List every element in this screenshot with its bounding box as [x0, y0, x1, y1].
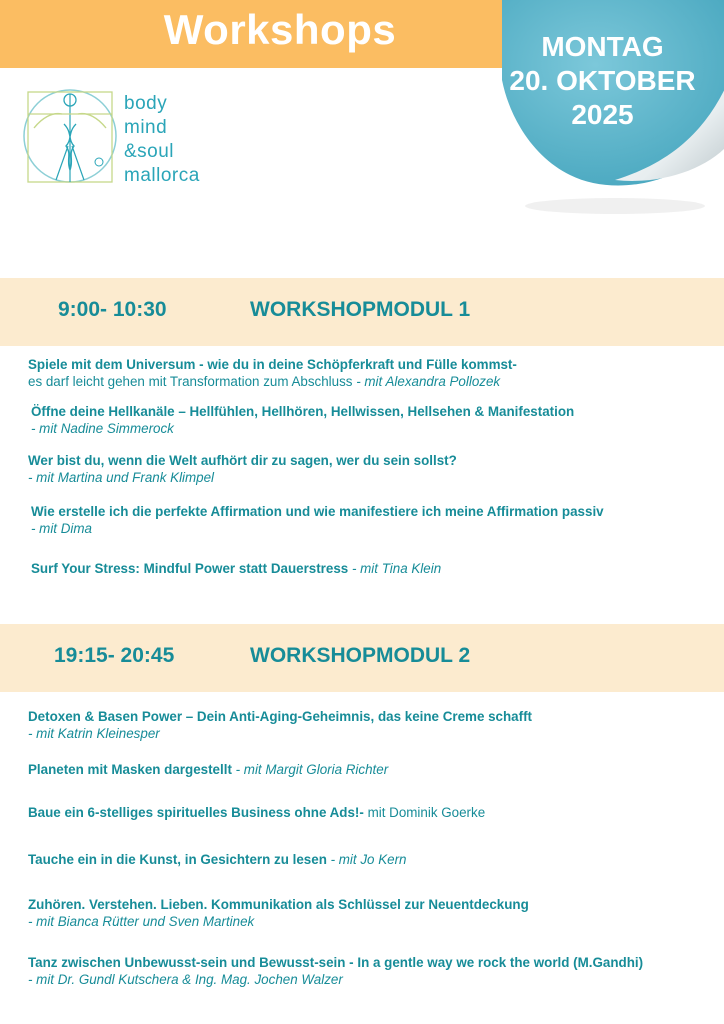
workshop-title: Detoxen & Basen Power – Dein Anti-Aging-Geheimnis, das keine Creme schafft: [28, 709, 533, 724]
date-year: 2025: [571, 99, 634, 130]
date-text: [500, 30, 705, 132]
logo-line-mallorca: mallorca: [124, 165, 200, 186]
workshop-title: Wie erstelle ich die perfekte Affirmation und wie manifestiere ich meine Affirmation passiv: [31, 504, 604, 519]
module1-band: [0, 278, 724, 346]
workshop-title: Baue ein 6-stelliges spirituelles Business ohne Ads!-: [28, 805, 364, 820]
module1-time: 9:00- 10:30: [58, 298, 167, 321]
list-item: [28, 851, 708, 868]
workshop-presenter: - mit Bianca Rütter und Sven Martinek: [28, 914, 255, 929]
logo-line-body: body: [124, 93, 168, 114]
workshop-presenter: - mit Jo Kern: [326, 852, 407, 867]
module2-band: [0, 624, 724, 692]
workshop-presenter: - mit Dima: [31, 521, 92, 536]
list-item: [28, 896, 708, 930]
module2-time: 19:15- 20:45: [54, 644, 175, 667]
workshop-title: Öffne deine Hellkanäle – Hellfühlen, Hellhören, Hellwissen, Hellsehen & Manifestation: [31, 404, 575, 419]
date-day-month: 20. OKTOBER: [509, 65, 696, 96]
workshop-subtitle: es darf leicht gehen mit Transformation zum Abschluss: [28, 374, 353, 389]
workshop-title: Spiele mit dem Universum - wie du in deine Schöpferkraft und Fülle kommst-: [28, 357, 517, 372]
module2-title: WORKSHOPMODUL 2: [250, 644, 471, 667]
logo-line-mind: mind: [124, 117, 168, 138]
list-item: [28, 761, 708, 778]
workshop-title: Planeten mit Masken dargestellt: [28, 762, 232, 777]
list-item: [28, 708, 708, 742]
list-item: [31, 403, 711, 437]
workshop-presenter: - mit Nadine Simmerock: [31, 421, 174, 436]
workshop-presenter: - mit Martina und Frank Klimpel: [28, 470, 215, 485]
workshop-presenter: - mit Dr. Gundl Kutschera & Ing. Mag. Jochen Walzer: [28, 972, 343, 987]
list-item: [28, 452, 708, 486]
date-weekday: MONTAG: [541, 31, 664, 62]
list-item: [28, 954, 708, 988]
workshop-title: Tauche ein in die Kunst, in Gesichtern zu lesen: [28, 852, 327, 867]
logo-wordmark: [124, 92, 200, 188]
workshop-presenter: - mit Katrin Kleinesper: [28, 726, 160, 741]
list-item: [31, 503, 711, 537]
workshop-title: Surf Your Stress: Mindful Power statt Dauerstress: [31, 561, 349, 576]
workshop-title: Wer bist du, wenn die Welt aufhört dir zu sagen, wer du sein sollst?: [28, 453, 457, 468]
workshop-presenter: mit Dominik Goerke: [363, 805, 486, 820]
workshop-title: Tanz zwischen Unbewusst-sein und Bewusst-sein - In a gentle way we rock the world (M.Gandhi): [28, 955, 644, 970]
module1-title: WORKSHOPMODUL 1: [250, 298, 471, 321]
workshop-title: Zuhören. Verstehen. Lieben. Kommunikation als Schlüssel zur Neuentdeckung: [28, 897, 529, 912]
workshop-presenter: - mit Alexandra Pollozek: [352, 374, 501, 389]
page-title: Workshops: [163, 6, 397, 53]
workshop-presenter: - mit Margit Gloria Richter: [231, 762, 389, 777]
workshop-presenter: - mit Tina Klein: [348, 561, 442, 576]
list-item: [28, 356, 708, 390]
list-item: [31, 560, 711, 577]
list-item: [28, 804, 708, 821]
logo-line-soul: &soul: [124, 141, 175, 162]
